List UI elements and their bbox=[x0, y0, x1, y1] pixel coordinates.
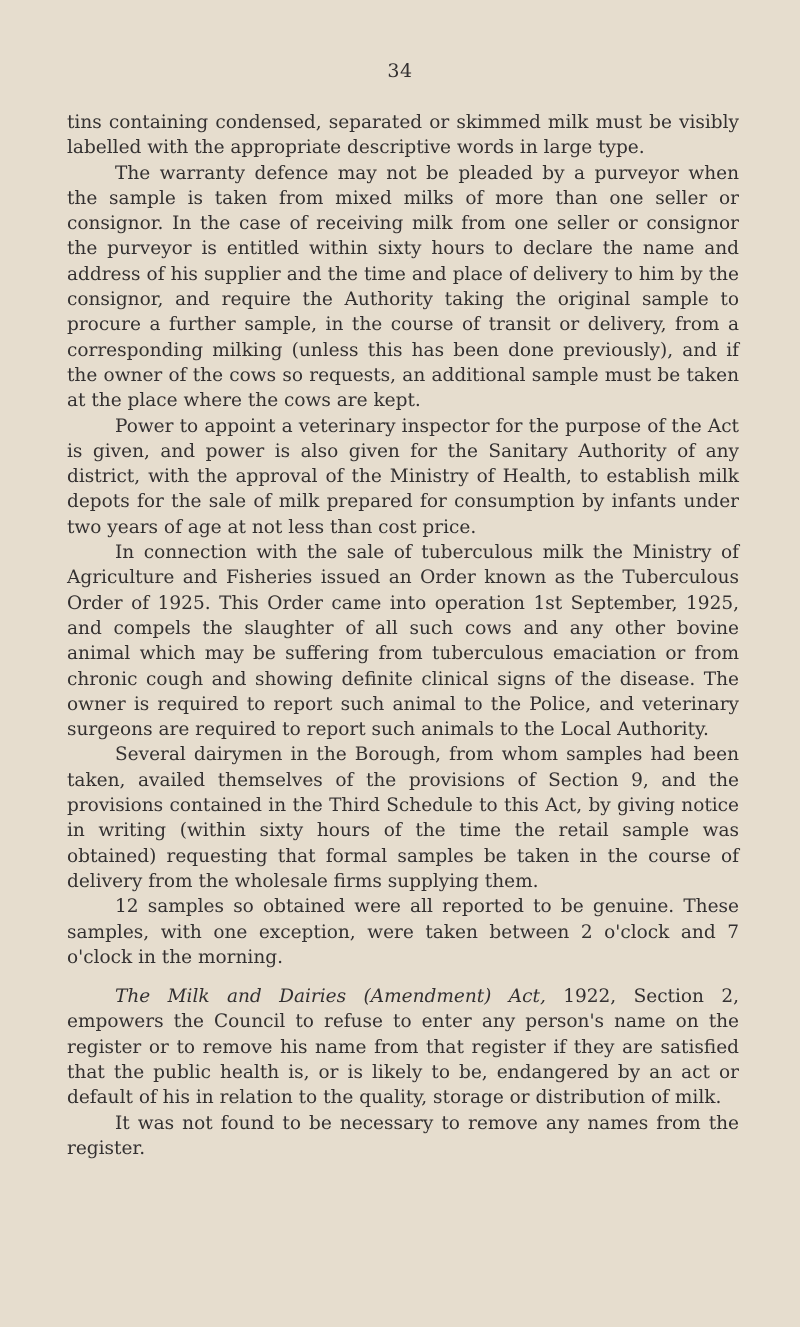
paragraph-veterinary-inspector: Power to appoint a veterinary inspector for the purpose of the Act is given, and power is also given for the Sanitary Authority of any district, with the approval of the Ministry of Health, to establish milk depots for the sale of milk prepared for consumption by infants under two years of age at not less than cost price. bbox=[67, 415, 739, 538]
page-number: 34 bbox=[387, 60, 413, 82]
paragraph-tuberculous-order: In connection with the sale of tuberculous milk the Ministry of Agriculture and Fisheries issued an Order known as the Tuberculous Order of 1925. This Order came into operation 1st September, 1925, and compels the slaughter of all such cows and any other bovine animal which may be suffering from tuberculous emaciation or from chronic cough and showing definite clinical signs of the disease. The owner is required to report such animal to the Police, and veterinary surgeons are required to report such animals to the Local Authority. bbox=[67, 542, 739, 741]
paragraph-labelling: tins containing condensed, separated or skimmed milk must be visibly labelled with the appropriate descriptive words in large type. bbox=[67, 112, 739, 159]
paragraph-amendment-act bbox=[67, 984, 739, 1110]
amendment-act-text: 1922, Section 2, empowers the Council to refuse to enter any person's name on the register or to remove his name from that register if they are satisfied that the public health is, or is likely to be, endangered by an act or default of his in relation to the quality, storage or distribution of milk. bbox=[67, 986, 739, 1109]
paragraph-dairymen-samples: Several dairymen in the Borough, from whom samples had been taken, availed themselves of the provisions of Section 9, and the provisions contained in the Third Schedule to this Act, by giving notice in writing (within sixty hours of the time the retail sample was obtained) requesting that formal samples be taken in the course of delivery from the wholesale firms supplying them. bbox=[67, 744, 739, 892]
paragraph-genuine-samples: 12 samples so obtained were all reported to be genuine. These samples, with one exception, were taken between 2 o'clock and 7 o'clock in the morning. bbox=[67, 896, 739, 968]
paragraph-register: It was not found to be necessary to remove any names from the register. bbox=[67, 1112, 739, 1159]
paragraph-warranty-defence: The warranty defence may not be pleaded by a purveyor when the sample is taken from mixed milks of more than one seller or consignor. In the case of receiving milk from one seller or consignor the purveyor is entitled within sixty hours to declare the name and address of his supplier and the time and place of delivery to him by the consignor, and require the Authority taking the original sample to procure a further sample, in the course of transit or delivery, from a corresponding milking (unless this has been done previously), and if the owner of the cows so requests, an additional sample must be taken at the place where the cows are kept. bbox=[67, 162, 739, 412]
act-title: The Milk and Dairies (Amendment) Act, bbox=[115, 986, 546, 1008]
document-body bbox=[67, 110, 739, 1161]
